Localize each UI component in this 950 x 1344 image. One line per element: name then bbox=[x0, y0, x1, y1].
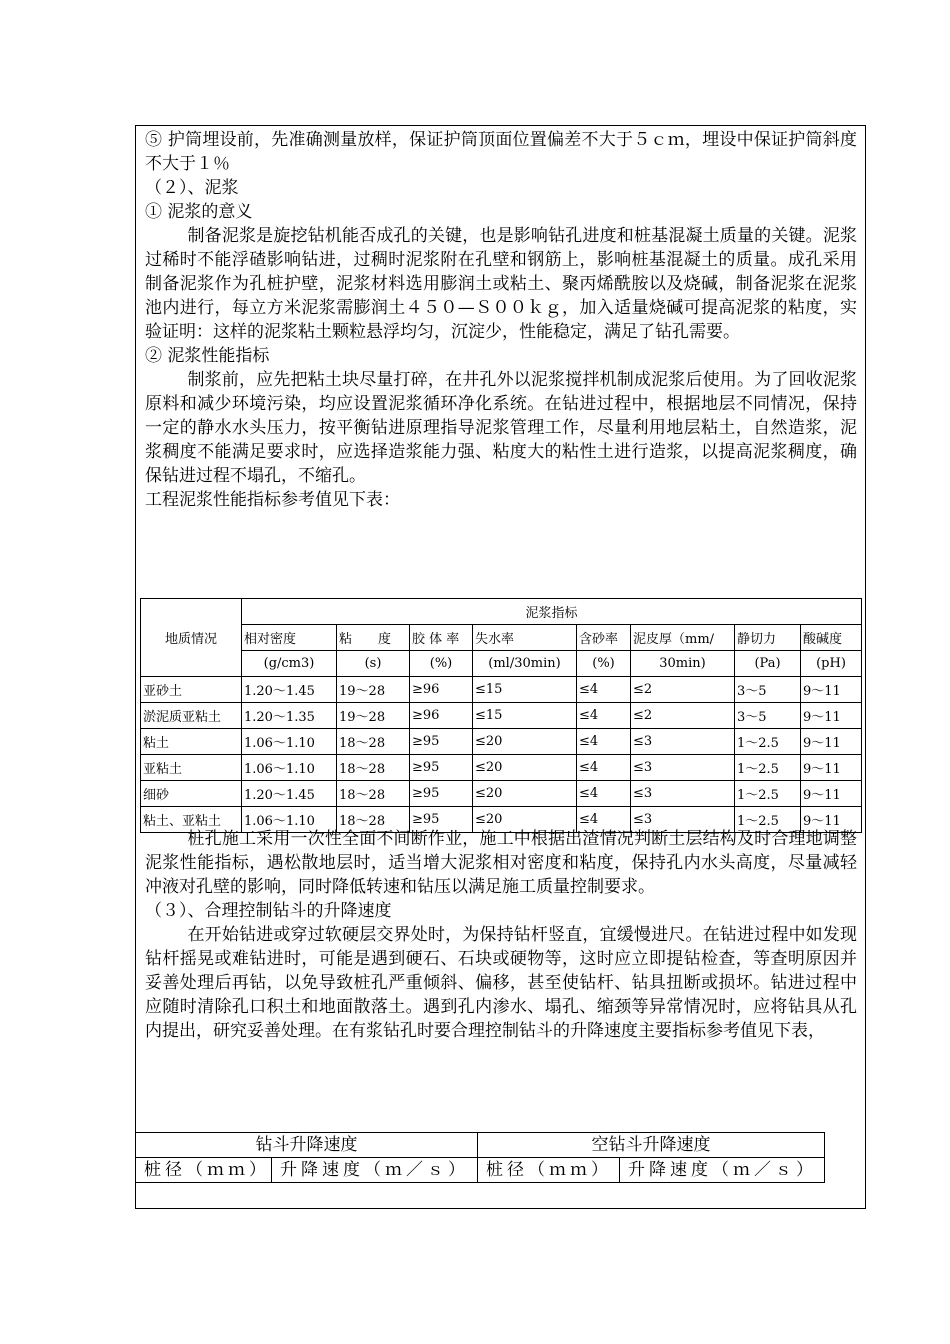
table-cell: 亚砂土 bbox=[141, 677, 242, 703]
paragraph-mud-properties: 制浆前，应先把粘土块尽量打碎，在井孔外以泥浆搅拌机制成泥浆后使用。为了回收泥浆原料和减少环境污染，均应设置泥浆循环净化系统。在钻进过程中，根据地层不同情况，保持一定的静水水头压力，按平衡钻进原理指导泥浆管理工作，尽量利用地层粘土，自然造浆，泥浆稠度不能满足要求时，应选择造浆能力强、粘度大的粘性土进行造浆，以提高泥浆稠度，确保钻进过程不塌孔，不缩孔。 bbox=[145, 370, 857, 486]
table-cell: ≤3 bbox=[631, 781, 735, 807]
table-cell: ≤2 bbox=[631, 677, 735, 703]
table-cell: 19～28 bbox=[337, 703, 410, 729]
table-cell: 9～11 bbox=[801, 703, 862, 729]
paragraph-speed: 在开始钻进或穿过软硬层交界处时，为保持钻杆竖直，宜缓慢进尺。在钻进过程中如发现钻杆摇晃或难钻进时，可能是遇到硬石、石块或硬物等，这时应立即提钻检查，等查明原因并妥善处理后再钻，以免导致桩孔严重倾斜、偏移，甚至使钻杆、钻具扭断或损坏。钻进过程中应随时清除孔口积土和地面散落土。遇到孔内渗水、塌孔、缩颈等异常情况时，应将钻具从孔内提出，研究妥善处理。在有浆钻孔时要合理控制钻斗的升降速度主要指标参考值见下表， bbox=[145, 925, 857, 1041]
table-cell: ≤4 bbox=[577, 807, 631, 833]
table-cell: 1.20～1.45 bbox=[242, 677, 337, 703]
table-cell: ≤4 bbox=[577, 755, 631, 781]
header-col: 相对密度 bbox=[242, 625, 337, 651]
table-cell: ≤2 bbox=[631, 703, 735, 729]
table-cell: ≤15 bbox=[473, 677, 577, 703]
table-cell: 3～5 bbox=[735, 677, 801, 703]
header-mud-index: 泥浆指标 bbox=[242, 599, 862, 625]
table-cell: ≤3 bbox=[631, 807, 735, 833]
table-cell: 1～2.5 bbox=[735, 781, 801, 807]
unit-col: (ml/30min) bbox=[473, 651, 577, 677]
table-cell: ≤4 bbox=[577, 729, 631, 755]
table-cell: 1～2.5 bbox=[735, 755, 801, 781]
table-cell: 9～11 bbox=[801, 677, 862, 703]
table-cell: ≤20 bbox=[473, 807, 577, 833]
table-cell: 淤泥质亚粘土 bbox=[141, 703, 242, 729]
subheading-mud-meaning: ① 泥浆的意义 bbox=[145, 202, 253, 222]
header-bucket-speed: 钻斗升降速度 bbox=[136, 1133, 478, 1158]
table-cell: ≥95 bbox=[410, 781, 473, 807]
table-cell: ≤20 bbox=[473, 755, 577, 781]
table-cell: ≥96 bbox=[410, 703, 473, 729]
header-col: 失水率 bbox=[473, 625, 577, 651]
unit-col: (%) bbox=[410, 651, 473, 677]
section-heading-speed: （３）、合理控制钻斗的升降速度 bbox=[145, 901, 392, 921]
header-pile-diameter: 桩径（ｍｍ） bbox=[136, 1158, 272, 1183]
paragraph-mud-meaning: 制备泥浆是旋挖钻机能否成孔的关键，也是影响钻孔进度和桩基混凝土质量的关键。泥浆过稀时不能浮碴影响钻进，过稠时泥浆附在孔壁和钢筋上，影响桩基混凝土的质量。成孔采用制备泥浆作为孔桩护壁，泥浆材料选用膨润土或粘土、聚丙烯酰胺以及烧碱，制备泥浆在泥浆池内进行，每立方米泥浆需膨润土４５０—Ｓ００ｋｇ，加入适量烧碱可提高泥浆的粘度，实验证明：这样的泥浆粘土颗粒悬浮均匀，沉淀少，性能稳定，满足了钻孔需要。 bbox=[145, 226, 857, 342]
unit-col: (s) bbox=[337, 651, 410, 677]
mud-properties-table bbox=[140, 598, 862, 833]
unit-col: (g/cm3) bbox=[242, 651, 337, 677]
header-col: 静切力 bbox=[735, 625, 801, 651]
header-col: 粘 度 bbox=[337, 625, 410, 651]
table-cell: ≤15 bbox=[473, 703, 577, 729]
table-cell: 1.06～1.10 bbox=[242, 755, 337, 781]
table-cell: 1.20～1.35 bbox=[242, 703, 337, 729]
table-row bbox=[141, 755, 862, 781]
table-cell: 9～11 bbox=[801, 781, 862, 807]
document-body bbox=[145, 128, 857, 512]
table-cell: ≤20 bbox=[473, 781, 577, 807]
header-lift-speed: 升降速度（ｍ／ｓ） bbox=[272, 1158, 478, 1183]
table-cell: ≥95 bbox=[410, 755, 473, 781]
unit-col: 30min) bbox=[631, 651, 735, 677]
table-cell: 细砂 bbox=[141, 781, 242, 807]
table-cell: ≤4 bbox=[577, 703, 631, 729]
table-cell: 9～11 bbox=[801, 807, 862, 833]
table-cell: ≤4 bbox=[577, 677, 631, 703]
table-cell: 1～2.5 bbox=[735, 729, 801, 755]
paragraph-construction: 桩孔施工采用一次性全面不间断作业，施工中根据出渣情况判断土层结构及时合理地调整泥浆性能指标，遇松散地层时，适当增大泥浆相对密度和粘度，保持孔内水头高度，尽量减轻冲液对孔壁的影响，同时降低转速和钻压以满足施工质量控制要求。 bbox=[145, 829, 857, 897]
header-col: 含砂率 bbox=[577, 625, 631, 651]
table-cell: 18～28 bbox=[337, 729, 410, 755]
table-cell: 1.06～1.10 bbox=[242, 807, 337, 833]
table-cell: 18～28 bbox=[337, 755, 410, 781]
table-cell: 3～5 bbox=[735, 703, 801, 729]
table-cell: 1.06～1.10 bbox=[242, 729, 337, 755]
header-geology: 地质情况 bbox=[141, 599, 242, 677]
table-cell: 19～28 bbox=[337, 677, 410, 703]
unit-col: (Pa) bbox=[735, 651, 801, 677]
table-row bbox=[141, 703, 862, 729]
table-cell: ≤3 bbox=[631, 755, 735, 781]
header-col: 胶 体 率 bbox=[410, 625, 473, 651]
table-cell: ≤3 bbox=[631, 729, 735, 755]
table-cell: ≥95 bbox=[410, 729, 473, 755]
table-cell: 18～28 bbox=[337, 781, 410, 807]
document-body-continued bbox=[145, 827, 857, 1043]
table-cell: 亚粘土 bbox=[141, 755, 242, 781]
table-cell: 9～11 bbox=[801, 729, 862, 755]
section-heading-mud: （２）、泥浆 bbox=[145, 178, 239, 198]
table-cell: 18～28 bbox=[337, 807, 410, 833]
header-lift-speed-empty: 升降速度（ｍ／ｓ） bbox=[620, 1158, 825, 1183]
subheading-mud-properties: ② 泥浆性能指标 bbox=[145, 346, 270, 366]
header-col: 酸碱度 bbox=[801, 625, 862, 651]
bucket-speed-table bbox=[135, 1132, 825, 1183]
table-cell: 1～2.5 bbox=[735, 807, 801, 833]
table-row bbox=[141, 677, 862, 703]
table-cell: 粘土 bbox=[141, 729, 242, 755]
header-pile-diameter-empty: 桩径（ｍｍ） bbox=[478, 1158, 620, 1183]
paragraph-table-intro: 工程泥浆性能指标参考值见下表： bbox=[145, 490, 400, 510]
table-cell: ≤20 bbox=[473, 729, 577, 755]
table-row bbox=[141, 781, 862, 807]
table-cell: ≥95 bbox=[410, 807, 473, 833]
table-cell: ≥96 bbox=[410, 677, 473, 703]
table-cell: 粘土、亚粘土 bbox=[141, 807, 242, 833]
paragraph-casing: ⑤ 护筒埋设前，先准确测量放样，保证护筒顶面位置偏差不大于５ｃｍ，埋设中保证护筒斜度不大于１％ bbox=[145, 130, 857, 174]
unit-col: (pH) bbox=[801, 651, 862, 677]
table-row bbox=[141, 729, 862, 755]
table-cell: 1.20～1.45 bbox=[242, 781, 337, 807]
header-col: 泥皮厚（mm/ bbox=[631, 625, 735, 651]
table-cell: ≤4 bbox=[577, 781, 631, 807]
table-cell: 9～11 bbox=[801, 755, 862, 781]
header-empty-bucket-speed: 空钻斗升降速度 bbox=[478, 1133, 825, 1158]
unit-col: (%) bbox=[577, 651, 631, 677]
